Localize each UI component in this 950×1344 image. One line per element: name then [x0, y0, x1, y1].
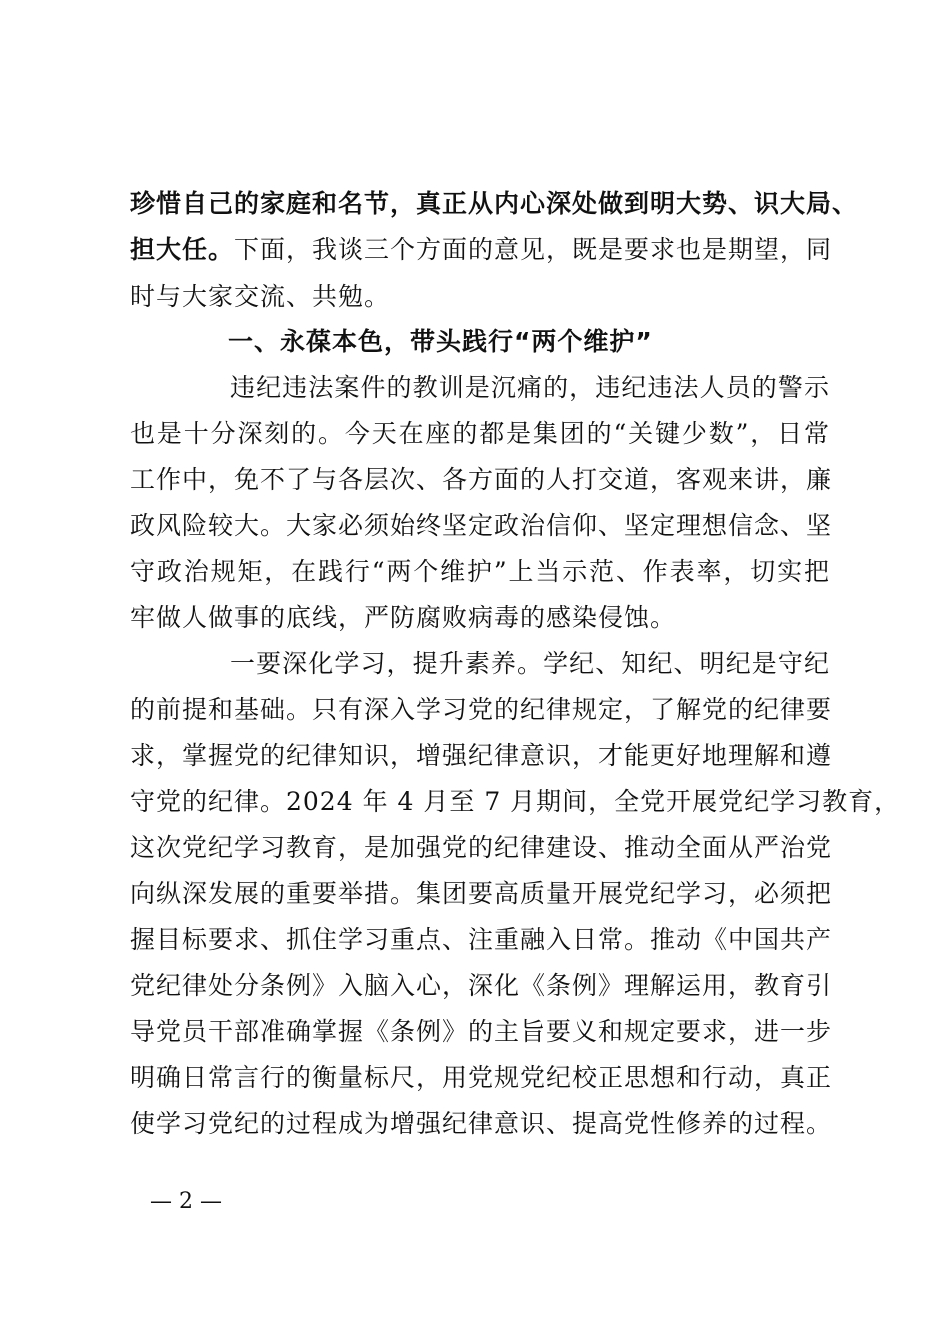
para2-line-11: 使学习党纪的过程成为增强纪律意识、提高党性修养的过程。 [130, 1109, 833, 1138]
para2-line-4: 守党的纪律。2024 年 4 月至 7 月期间，全党开展党纪学习教育， [130, 787, 901, 816]
para1-line-5: 守政治规矩，在践行“两个维护”上当示范、作表率，切实把 [130, 557, 830, 586]
intro-line-2-rest: 下面，我谈三个方面的意见，既是要求也是期望，同 [234, 235, 833, 264]
para1-line-6: 牢做人做事的底线，严防腐败病毒的感染侵蚀。 [130, 603, 677, 632]
para2-line-8: 党纪律处分条例》入脑入心，深化《条例》理解运用，教育引 [130, 971, 833, 1000]
para2-line-7: 握目标要求、抓住学习重点、注重融入日常。推动《中国共产 [130, 925, 833, 954]
para2-line-10: 明确日常言行的衡量标尺，用党规党纪校正思想和行动，真正 [130, 1063, 833, 1092]
intro-line-2 [130, 235, 833, 265]
para2-line-6: 向纵深发展的重要举措。集团要高质量开展党纪学习，必须把 [130, 879, 833, 908]
para1-line-2: 也是十分深刻的。今天在座的都是集团的“关键少数”，日常 [130, 419, 830, 448]
intro-line-1: 珍惜自己的家庭和名节，真正从内心深处做到明大势、识大局、 [130, 189, 859, 218]
para2-line-9: 导党员干部准确掌握《条例》的主旨要义和规定要求，进一步 [130, 1017, 833, 1046]
para2-line-5: 这次党纪学习教育，是加强党的纪律建设、推动全面从严治党 [130, 833, 833, 862]
intro-line-2-bold: 担大任。 [130, 235, 235, 264]
section-heading-1: 一、永葆本色，带头践行“两个维护” [228, 327, 653, 356]
para2-line-3: 求，掌握党的纪律知识，增强纪律意识，才能更好地理解和遵 [130, 741, 833, 770]
para2-line-2: 的前提和基础。只有深入学习党的纪律规定，了解党的纪律要 [130, 695, 833, 724]
para1-line-4: 政风险较大。大家必须始终坚定政治信仰、坚定理想信念、坚 [130, 511, 833, 540]
para2-line-1: 一要深化学习，提升素养。学纪、知纪、明纪是守纪 [230, 649, 830, 678]
page-number: — 2 — [150, 1189, 222, 1214]
para1-line-1: 违纪违法案件的教训是沉痛的，违纪违法人员的警示 [230, 373, 830, 402]
intro-line-3: 时与大家交流、共勉。 [130, 282, 391, 311]
para1-line-3: 工作中，免不了与各层次、各方面的人打交道，客观来讲，廉 [130, 465, 833, 494]
